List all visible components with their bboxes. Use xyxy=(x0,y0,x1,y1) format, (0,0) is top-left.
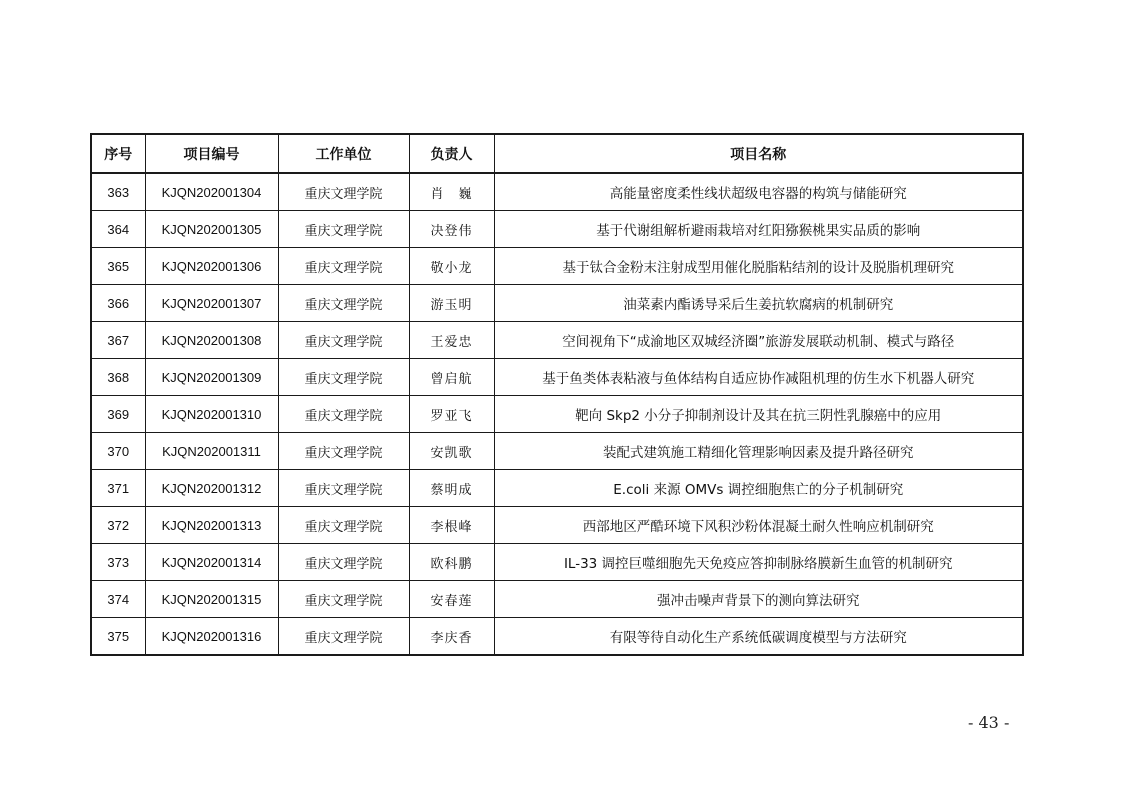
cell-seq: 363 xyxy=(91,173,145,211)
header-project-name: 项目名称 xyxy=(494,134,1023,173)
cell-person-in-charge: 罗亚飞 xyxy=(409,396,494,433)
cell-seq: 373 xyxy=(91,544,145,581)
cell-project-code: KJQN202001304 xyxy=(145,173,278,211)
cell-seq: 374 xyxy=(91,581,145,618)
cell-project-name: 基于钛合金粉末注射成型用催化脱脂粘结剂的设计及脱脂机理研究 xyxy=(494,248,1023,285)
header-row xyxy=(91,134,1023,173)
cell-work-unit: 重庆文理学院 xyxy=(278,470,409,507)
cell-person-in-charge: 游玉明 xyxy=(409,285,494,322)
cell-project-name: 有限等待自动化生产系统低碳调度模型与方法研究 xyxy=(494,618,1023,656)
cell-project-code: KJQN202001313 xyxy=(145,507,278,544)
cell-seq: 367 xyxy=(91,322,145,359)
header-person-in-charge: 负责人 xyxy=(409,134,494,173)
cell-project-code: KJQN202001312 xyxy=(145,470,278,507)
cell-seq: 375 xyxy=(91,618,145,656)
cell-project-name: 基于鱼类体表粘液与鱼体结构自适应协作减阻机理的仿生水下机器人研究 xyxy=(494,359,1023,396)
cell-project-name: 靶向 Skp2 小分子抑制剂设计及其在抗三阴性乳腺癌中的应用 xyxy=(494,396,1023,433)
table-row xyxy=(91,211,1023,248)
cell-person-in-charge: 李根峰 xyxy=(409,507,494,544)
cell-project-code: KJQN202001314 xyxy=(145,544,278,581)
cell-person-in-charge: 王爱忠 xyxy=(409,322,494,359)
cell-project-name: 油菜素内酯诱导采后生姜抗软腐病的机制研究 xyxy=(494,285,1023,322)
cell-person-in-charge: 肖 巍 xyxy=(409,173,494,211)
cell-project-code: KJQN202001316 xyxy=(145,618,278,656)
cell-project-name: 强冲击噪声背景下的测向算法研究 xyxy=(494,581,1023,618)
cell-project-name: E.coli 来源 OMVs 调控细胞焦亡的分子机制研究 xyxy=(494,470,1023,507)
cell-person-in-charge: 敬小龙 xyxy=(409,248,494,285)
cell-work-unit: 重庆文理学院 xyxy=(278,544,409,581)
cell-project-name: 空间视角下“成渝地区双城经济圈”旅游发展联动机制、模式与路径 xyxy=(494,322,1023,359)
cell-seq: 366 xyxy=(91,285,145,322)
cell-work-unit: 重庆文理学院 xyxy=(278,433,409,470)
cell-work-unit: 重庆文理学院 xyxy=(278,211,409,248)
cell-project-code: KJQN202001315 xyxy=(145,581,278,618)
cell-project-name: 西部地区严酷环境下风积沙粉体混凝土耐久性响应机制研究 xyxy=(494,507,1023,544)
cell-person-in-charge: 李庆香 xyxy=(409,618,494,656)
table-header xyxy=(91,134,1023,173)
header-work-unit: 工作单位 xyxy=(278,134,409,173)
page-number: - 43 - xyxy=(968,713,1010,732)
cell-person-in-charge: 安春莲 xyxy=(409,581,494,618)
cell-seq: 371 xyxy=(91,470,145,507)
table-row xyxy=(91,173,1023,211)
cell-work-unit: 重庆文理学院 xyxy=(278,507,409,544)
cell-work-unit: 重庆文理学院 xyxy=(278,396,409,433)
cell-project-code: KJQN202001309 xyxy=(145,359,278,396)
cell-work-unit: 重庆文理学院 xyxy=(278,248,409,285)
header-project-code: 项目编号 xyxy=(145,134,278,173)
cell-project-name: IL-33 调控巨噬细胞先天免疫应答抑制脉络膜新生血管的机制研究 xyxy=(494,544,1023,581)
cell-project-code: KJQN202001308 xyxy=(145,322,278,359)
table-row xyxy=(91,248,1023,285)
project-table xyxy=(90,133,1024,656)
cell-person-in-charge: 曾启航 xyxy=(409,359,494,396)
table-row xyxy=(91,359,1023,396)
cell-person-in-charge: 蔡明成 xyxy=(409,470,494,507)
cell-work-unit: 重庆文理学院 xyxy=(278,173,409,211)
cell-work-unit: 重庆文理学院 xyxy=(278,581,409,618)
table-row xyxy=(91,470,1023,507)
table-row xyxy=(91,285,1023,322)
cell-work-unit: 重庆文理学院 xyxy=(278,359,409,396)
cell-project-code: KJQN202001310 xyxy=(145,396,278,433)
cell-seq: 365 xyxy=(91,248,145,285)
cell-project-name: 高能量密度柔性线状超级电容器的构筑与储能研究 xyxy=(494,173,1023,211)
cell-seq: 368 xyxy=(91,359,145,396)
table-row xyxy=(91,322,1023,359)
cell-seq: 372 xyxy=(91,507,145,544)
table-row xyxy=(91,433,1023,470)
cell-person-in-charge: 决登伟 xyxy=(409,211,494,248)
cell-person-in-charge: 安凯歌 xyxy=(409,433,494,470)
table-row xyxy=(91,581,1023,618)
cell-work-unit: 重庆文理学院 xyxy=(278,322,409,359)
table-body xyxy=(91,173,1023,655)
cell-project-name: 装配式建筑施工精细化管理影响因素及提升路径研究 xyxy=(494,433,1023,470)
cell-project-code: KJQN202001305 xyxy=(145,211,278,248)
header-seq: 序号 xyxy=(91,134,145,173)
cell-project-name: 基于代谢组解析避雨栽培对红阳猕猴桃果实品质的影响 xyxy=(494,211,1023,248)
cell-seq: 370 xyxy=(91,433,145,470)
cell-seq: 369 xyxy=(91,396,145,433)
cell-project-code: KJQN202001311 xyxy=(145,433,278,470)
cell-project-code: KJQN202001307 xyxy=(145,285,278,322)
table-row xyxy=(91,618,1023,656)
table-row xyxy=(91,544,1023,581)
cell-work-unit: 重庆文理学院 xyxy=(278,285,409,322)
cell-person-in-charge: 欧科鹏 xyxy=(409,544,494,581)
cell-work-unit: 重庆文理学院 xyxy=(278,618,409,656)
table-row xyxy=(91,396,1023,433)
cell-project-code: KJQN202001306 xyxy=(145,248,278,285)
table-row xyxy=(91,507,1023,544)
cell-seq: 364 xyxy=(91,211,145,248)
